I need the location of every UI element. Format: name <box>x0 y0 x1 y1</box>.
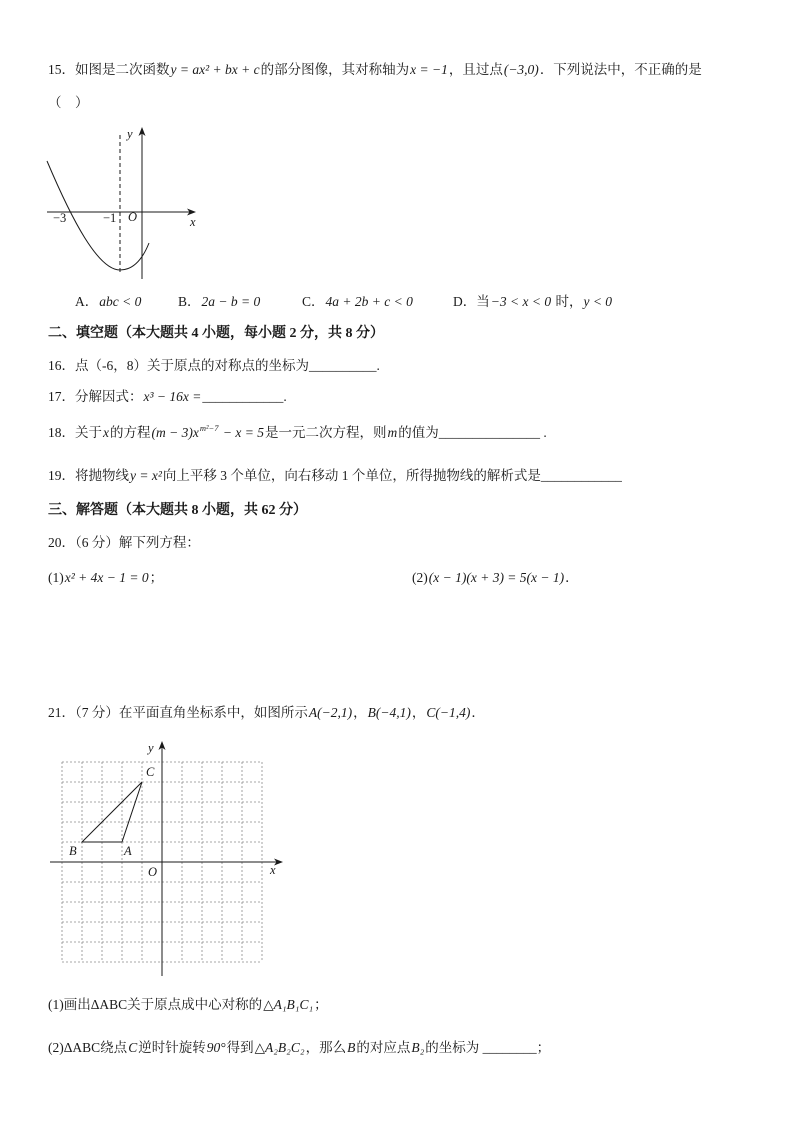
q15-text: ，且过点 <box>448 62 503 77</box>
option-a-expr: abc < 0 <box>99 294 142 309</box>
option-b-label: B． <box>178 294 201 309</box>
q19-text: 向上平移 3 个单位，向右移动 1 个单位，所得抛物线的解析式是 <box>162 468 541 483</box>
q21-part-2-text: 的对应点 <box>356 1040 411 1055</box>
question-21-stem <box>48 704 485 722</box>
q21-sep: ， <box>411 705 426 720</box>
q19-answer-blank: ____________ <box>540 468 622 483</box>
q17-end: . <box>283 389 287 404</box>
option-b <box>178 293 261 311</box>
x-axis-label: x <box>270 863 276 877</box>
q21-part-1-expr: △A₁B₁C₁ <box>263 997 314 1012</box>
q20-part-2-end: ． <box>565 570 579 585</box>
question-16 <box>48 357 380 375</box>
q15-point-expr: (−3,0) <box>503 62 539 77</box>
q18-answer-blank: _______________ <box>438 425 540 440</box>
q21-part-2-text: 得到 <box>226 1040 254 1055</box>
q18-text: 的值为 <box>398 425 439 440</box>
q18-text: 是一元二次方程，则 <box>265 425 387 440</box>
y-axis-label: y <box>127 127 133 141</box>
vertex-label-a: A <box>124 844 132 858</box>
tick-label-neg1: −1 <box>103 211 117 225</box>
parabola-figure <box>40 120 210 290</box>
q17-expr: x³ − 16x = <box>143 389 202 404</box>
q21-point-c: C(−1,4) <box>426 705 471 720</box>
option-a-label: A． <box>75 294 99 309</box>
q21-point-b: B(−4,1) <box>367 705 411 720</box>
q18-expr: (m − 3)x <box>151 425 199 440</box>
q21-part-2-var-b2: B₂ <box>411 1040 425 1055</box>
q18-exponent: m²−7 <box>199 423 219 433</box>
q21-part-2-text: 逆时针旋转 <box>138 1040 206 1055</box>
origin-label: O <box>128 210 138 224</box>
q15-text: ．下列说法中，不正确的是 <box>539 62 702 77</box>
q19-expr: y = x² <box>130 468 162 483</box>
q20-part-1-expr: x² + 4x − 1 = 0 <box>64 570 149 585</box>
section-2-heading: 二、填空题（本大题共 4 小题，每小题 2 分，共 8 分） <box>48 326 384 341</box>
y-axis-label: y <box>148 741 154 755</box>
q21-part-2 <box>48 1039 550 1057</box>
tick-label-neg3: −3 <box>53 211 67 225</box>
q21-part-2-answer-blank: ________ <box>482 1040 537 1055</box>
question-19 <box>48 467 622 485</box>
q20-part-2-expr: (x − 1)(x + 3) = 5(x − 1) <box>428 570 565 585</box>
vertex-label-b: B <box>69 844 77 858</box>
q20-part-1-end: ； <box>149 570 164 585</box>
q21-part-2-var-b: B <box>347 1040 356 1055</box>
option-c-expr: 4a + 2b + c < 0 <box>325 294 413 309</box>
question-17 <box>48 388 287 406</box>
q19-text: 19．将抛物线 <box>48 468 129 483</box>
q21-end: ． <box>471 705 485 720</box>
q21-part-2-var-c: C <box>128 1040 138 1055</box>
option-d <box>453 293 613 311</box>
q21-part-1 <box>48 996 328 1014</box>
x-axis-label: x <box>190 215 196 229</box>
coordinate-grid-figure <box>40 735 290 985</box>
q21-part-2-angle: 90° <box>206 1040 226 1055</box>
q21-part-2-end: ； <box>536 1040 551 1055</box>
question-20-stem: 20．（6 分）解下列方程： <box>48 535 200 550</box>
triangle-abc <box>82 782 142 842</box>
q21-text: 21．（7 分）在平面直角坐标系中，如图所示 <box>48 705 308 720</box>
q21-part-1-end: ； <box>314 997 328 1012</box>
option-c <box>302 293 414 311</box>
q15-axis-expr: x = −1 <box>410 62 448 77</box>
q18-text: 的方程 <box>110 425 151 440</box>
q15-text: 的部分图像，其对称轴为 <box>260 62 410 77</box>
origin-label: O <box>148 865 158 879</box>
q21-part-2-text: (2)ΔABC绕点 <box>48 1040 128 1055</box>
q18-expr: − x = 5 <box>219 425 264 440</box>
q16-answer-blank: __________ <box>309 358 377 373</box>
q16-end: . <box>376 358 380 373</box>
q20-part-2-label: (2) <box>412 570 428 585</box>
option-c-label: C． <box>302 294 325 309</box>
question-18 <box>48 424 547 442</box>
q21-part-2-expr: △A₂B₂C₂ <box>254 1040 305 1055</box>
q21-part-1-text: (1)画出ΔABC关于原点成中心对称的 <box>48 997 263 1012</box>
q18-var-x: x <box>103 425 109 440</box>
q20-part-1-label: (1) <box>48 570 64 585</box>
q21-point-a: A(−2,1) <box>308 705 353 720</box>
question-15-stem <box>48 61 702 79</box>
q21-sep: ， <box>353 705 367 720</box>
q18-var-m: m <box>387 425 398 440</box>
vertex-label-c: C <box>146 765 155 779</box>
q17-answer-blank: ____________ <box>202 389 284 404</box>
q16-text: 16．点（-6，8）关于原点的对称点的坐标为 <box>48 358 309 373</box>
q15-text: 15．如图是二次函数 <box>48 62 170 77</box>
option-d-label: D．当 <box>453 294 490 309</box>
q20-part-1 <box>48 569 163 587</box>
q18-text: 18．关于 <box>48 425 102 440</box>
option-b-expr: 2a − b = 0 <box>201 294 261 309</box>
q17-text: 17．分解因式： <box>48 389 143 404</box>
section-3-heading: 三、解答题（本大题共 8 小题，共 62 分） <box>48 503 307 518</box>
option-a <box>75 293 142 311</box>
option-d-expr: y < 0 <box>583 294 613 309</box>
option-d-text: 时， <box>552 294 583 309</box>
q21-part-2-text: ，那么 <box>305 1040 347 1055</box>
q21-part-2-text: 的坐标为 <box>425 1040 483 1055</box>
q18-end: . <box>540 425 547 440</box>
q20-part-2 <box>412 569 579 587</box>
q15-answer-paren: （ ） <box>48 95 89 110</box>
option-d-expr: −3 < x < 0 <box>490 294 552 309</box>
q15-function-expr: y = ax² + bx + c <box>170 62 260 77</box>
